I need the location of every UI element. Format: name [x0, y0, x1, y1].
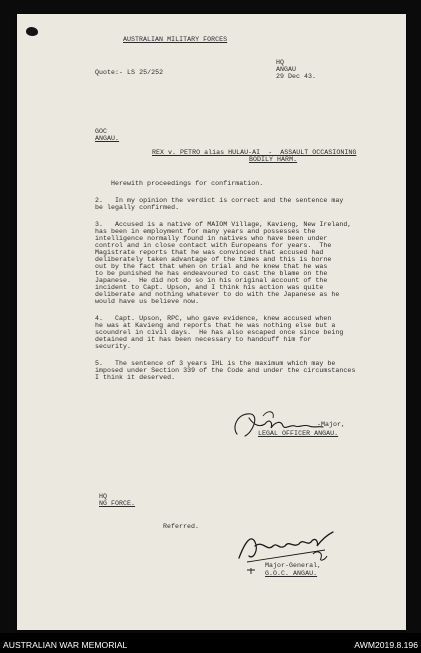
endorsement-addressee: NG FORCE.: [99, 500, 136, 507]
general-title: G.O.C. ANGAU.: [265, 570, 318, 577]
signatory-title: LEGAL OFFICER ANGAU.: [258, 430, 339, 437]
signatory-rank: -Major,: [317, 421, 346, 428]
quote-reference: Quote:- LS 25/252: [95, 69, 164, 76]
addressee-line1: GOC: [95, 128, 108, 135]
general-rank: Major-General,: [265, 562, 322, 569]
unit-label: ANGAU: [276, 66, 297, 73]
referred-text: Referred.: [163, 523, 200, 530]
archive-footer: [0, 633, 421, 653]
letterhead: AUSTRALIAN MILITARY FORCES: [123, 36, 228, 43]
subject-line1: REX v. PETRO alias HULAU-AI - ASSAULT OCCASIONING: [152, 149, 357, 156]
document-date: 29 Dec 43.: [276, 73, 317, 80]
punch-hole: [26, 27, 38, 36]
endorsement-hq: HQ: [99, 493, 108, 500]
archive-reference: AWM2019.8.196: [354, 640, 418, 650]
intro-paragraph: Herewith proceedings for confirmation.: [111, 180, 264, 187]
hq-label: HQ: [276, 59, 285, 66]
archive-name: AUSTRALIAN WAR MEMORIAL: [3, 640, 128, 650]
document-page: AUSTRALIAN MILITARY FORCES HQ ANGAU 29 Dec 43. Quote:- LS 25/252 GOC ANGAU. REX v. PETRO alias HULAU-AI - ASSAULT OCCASIONING BODILY HARM. Herewith proceedings for confirmation. 2. In my opinion the verdict is correct and the sentence may be legally confirmed. 3. Accused is a native of MAIOM Village, Kavieng, New Ireland, has been in employment for many years and possesses the intelligence normally found in natives who have been under control and in close contact with Europeans for years. The Magistrate reports that he was convinced that accused had deliberately taken advantage of the times and this is borne out by the fact that when on trial and he knew that he was to be punished he has endeavoured to cast the blame on the Japanese. He did not do so in his original account of the incident to Capt. Upson, and I think his action was quite deliberate and nothing whatever to do with the Japanese as he would have us believe now. 4. Capt. Upson, RPC, who gave evidence, knew accused when he was at Kavieng and reports that he was nothing else but a scoundrel in civil days. He has also escaped once since being detained and it has been necessary to handcuff him for security. 5. The sentence of 3 years IHL is the maximum which may be imposed under Section 339 of the Code and under the circumstances I think it deserved. -Major, LEGAL OFFICER ANGAU. HQ NG FORCE. Referred. Major-General, G.O.C. ANGAU.: [17, 14, 406, 630]
subject-line2: BODILY HARM.: [249, 156, 298, 163]
addressee-line2: ANGAU.: [95, 135, 120, 142]
